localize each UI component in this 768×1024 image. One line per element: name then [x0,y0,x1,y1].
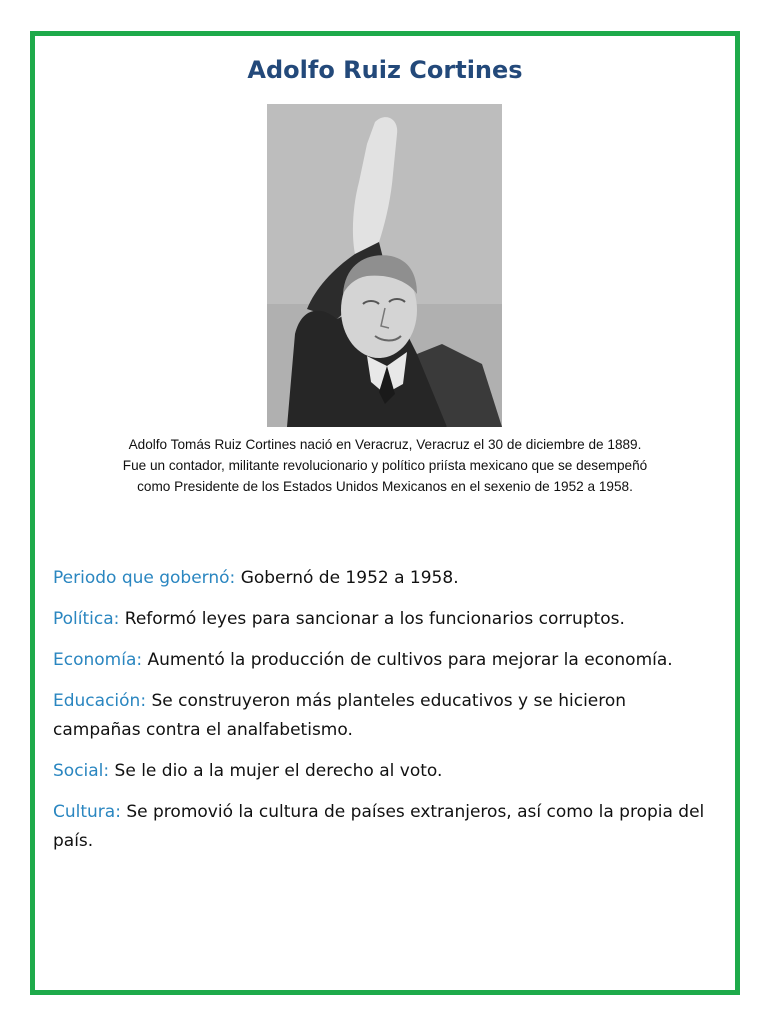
fact-label: Cultura: [53,802,121,822]
fact-culture [53,798,713,856]
portrait-photo [267,104,502,427]
caption-line: como Presidente de los Estados Unidos Mexicanos en el sexenio de 1952 a 1958. [137,479,633,494]
fact-politics [53,605,713,634]
fact-text: Gobernó de 1952 a 1958. [240,568,459,588]
fact-label: Economía: [53,650,143,670]
page-title: Adolfo Ruiz Cortines [247,56,523,84]
fact-label: Social: [53,761,110,781]
fact-period [53,564,713,593]
fact-text: Se construyeron más planteles educativos y se hicieron campañas contra el analfabetismo. [53,691,627,740]
fact-education [53,687,713,745]
fact-text: Se promovió la cultura de países extranjeros, así como la propia del país. [53,802,705,851]
biography-caption [43,434,727,497]
fact-text: Se le dio a la mujer el derecho al voto. [114,761,443,781]
fact-label: Periodo que gobernó: [53,568,236,588]
portrait-illustration [267,104,502,427]
caption-line: Fue un contador, militante revolucionario y político priísta mexicano que se desempeñó [122,458,648,473]
fact-label: Educación: [53,691,147,711]
info-card [30,31,740,995]
facts-list [53,564,713,868]
caption-line: Adolfo Tomás Ruiz Cortines nació en Veracruz, Veracruz el 30 de diciembre de 1889. [128,437,642,452]
fact-social [53,757,713,786]
fact-economy [53,646,713,675]
fact-text: Reformó leyes para sancionar a los funcionarios corruptos. [124,609,625,629]
fact-text: Aumentó la producción de cultivos para mejorar la economía. [147,650,673,670]
fact-label: Política: [53,609,120,629]
